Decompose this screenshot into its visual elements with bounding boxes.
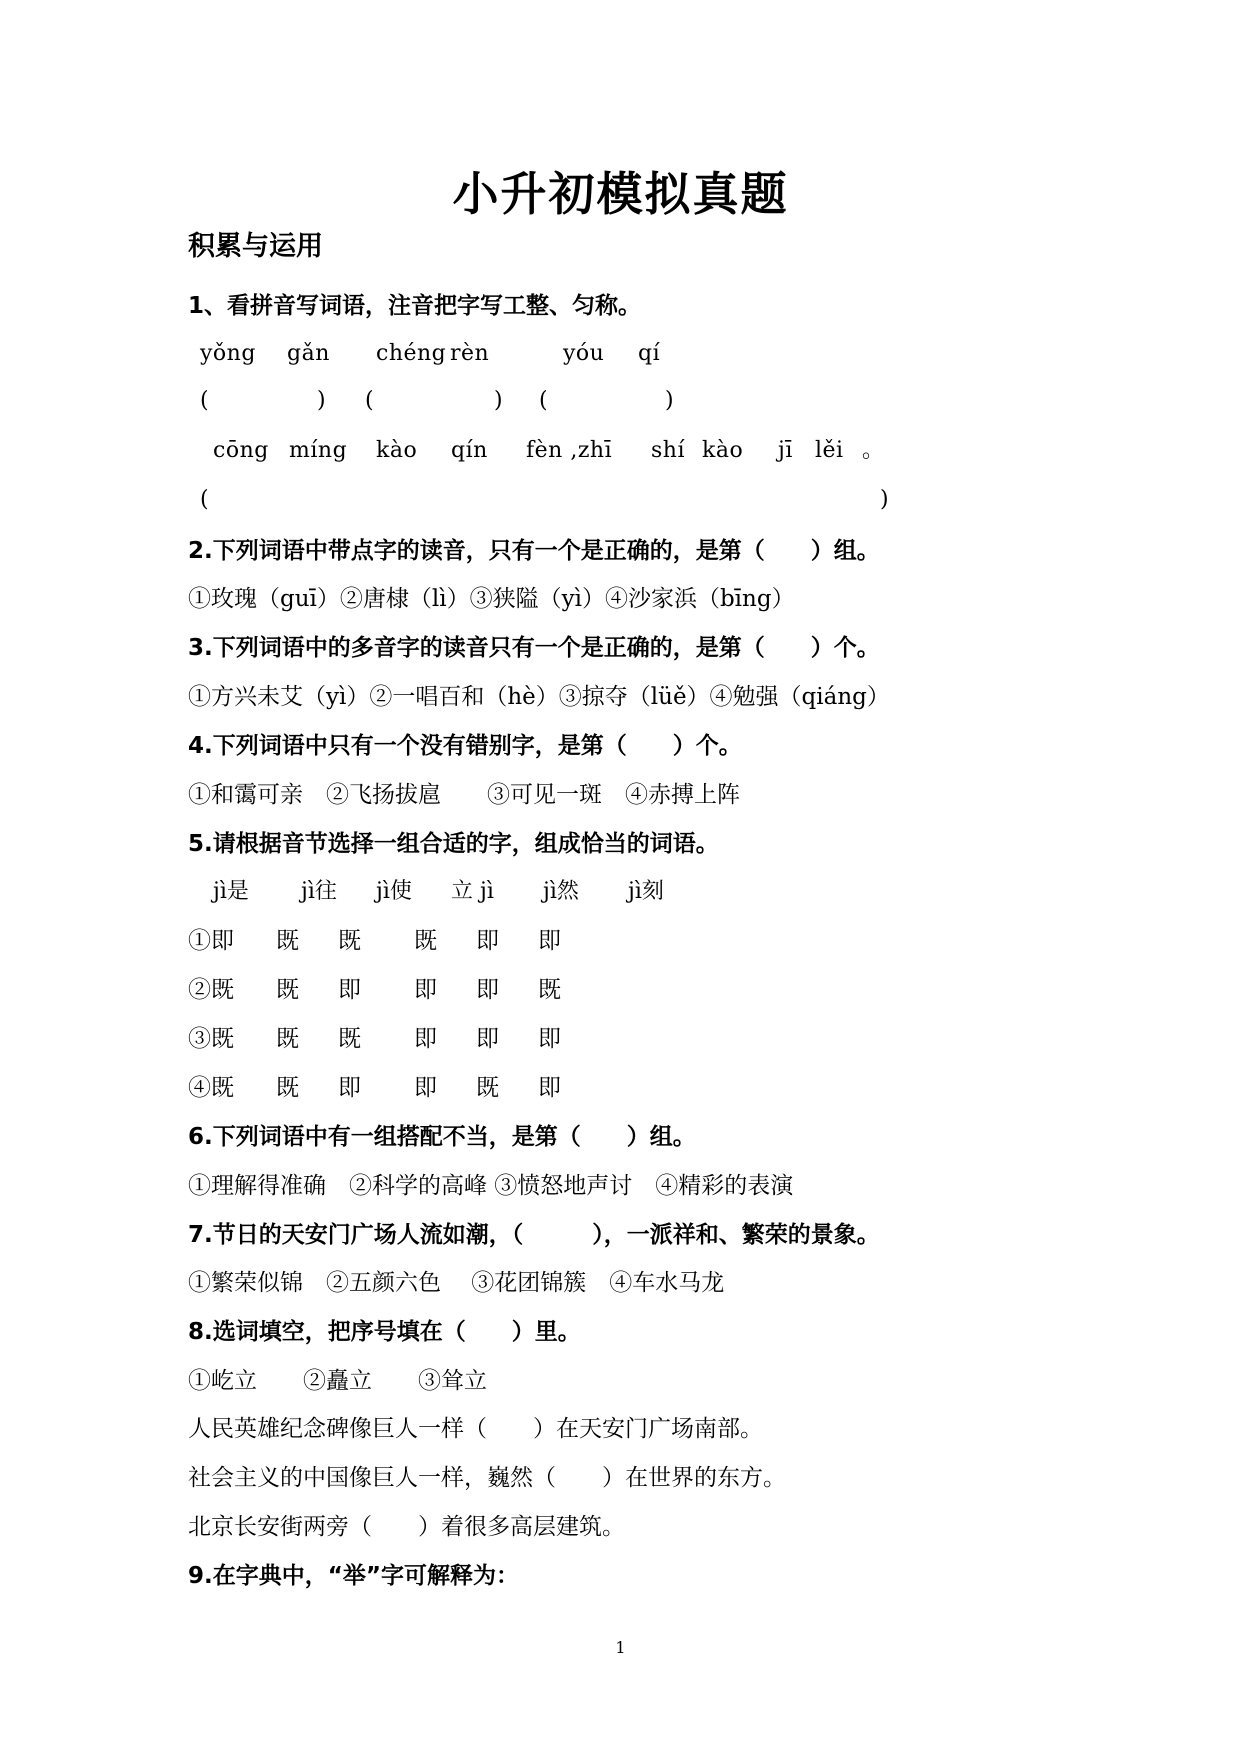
close-paren: ) <box>494 388 503 413</box>
option-cell: 既 <box>414 928 437 954</box>
pinyin-period: 。 <box>862 438 885 463</box>
question-8-sentence-2: 社会主义的中国像巨人一样，巍然（ ）在世界的东方。 <box>188 1465 786 1491</box>
question-7-stem: 7.节日的天安门广场人流如潮，（ ），一派祥和、繁荣的景象。 <box>188 1222 880 1248</box>
open-paren: ( <box>365 388 374 413</box>
question-2-options: ①玫瑰（guī）②唐棣（lì）③狭隘（yì）④沙家浜（bīng） <box>188 586 795 612</box>
open-paren: ( <box>200 487 209 512</box>
option-cell: 即 <box>538 1075 561 1101</box>
option-row <box>188 926 688 956</box>
question-4-stem: 4.下列词语中只有一个没有错别字，是第（ ）个。 <box>188 733 742 759</box>
pinyin-syllable: kào <box>376 438 418 463</box>
pinyin-syllable: qí <box>638 341 661 366</box>
pinyin-syllable: chéng <box>376 341 447 366</box>
question-2-stem: 2.下列词语中带点字的读音，只有一个是正确的，是第（ ）组。 <box>188 538 880 564</box>
option-cell: 即 <box>476 928 499 954</box>
option-cell: ②既 <box>188 977 234 1003</box>
option-row <box>188 975 688 1005</box>
syllable-word: jì往 <box>301 879 337 904</box>
pinyin-syllable: shí <box>651 438 685 463</box>
question-6-stem: 6.下列词语中有一组搭配不当，是第（ ）组。 <box>188 1124 696 1150</box>
close-paren: ) <box>317 388 326 413</box>
option-cell: 即 <box>476 1026 499 1052</box>
question-8-options: ①屹立 ②矗立 ③耸立 <box>188 1368 487 1394</box>
pinyin-syllable: yóu <box>563 341 605 366</box>
pinyin-syllable: qín <box>451 438 488 463</box>
option-cell: 即 <box>414 1075 437 1101</box>
pinyin-syllable: gǎn <box>287 341 330 366</box>
question-8-sentence-3: 北京长安街两旁（ ）着很多高层建筑。 <box>188 1514 625 1540</box>
option-cell: ③既 <box>188 1026 234 1052</box>
syllable-word: jì刻 <box>628 879 664 904</box>
section-heading: 积累与运用 <box>188 231 323 262</box>
option-cell: 既 <box>276 1026 299 1052</box>
option-cell: 既 <box>276 928 299 954</box>
pinyin-syllable: jī <box>778 438 793 463</box>
question-5-stem: 5.请根据音节选择一组合适的字，组成恰当的词语。 <box>188 831 719 857</box>
option-cell: 即 <box>538 928 561 954</box>
question-8-sentence-1: 人民英雄纪念碑像巨人一样（ ）在天安门广场南部。 <box>188 1416 763 1442</box>
syllable-word: jì是 <box>213 879 249 904</box>
syllable-word: 立 jì <box>451 879 494 904</box>
question-9-stem: 9.在字典中，“举”字可解释为： <box>188 1563 519 1589</box>
option-row <box>188 1024 688 1054</box>
pinyin-syllable: rèn <box>450 341 490 366</box>
open-paren: ( <box>200 388 209 413</box>
question-7-options: ①繁荣似锦 ②五颜六色 ③花团锦簇 ④车水马龙 <box>188 1270 725 1296</box>
question-4-options: ①和霭可亲 ②飞扬拔扈 ③可见一斑 ④赤搏上阵 <box>188 782 740 808</box>
page-title: 小升初模拟真题 <box>452 167 789 221</box>
option-cell: 即 <box>414 977 437 1003</box>
option-cell: 既 <box>338 1026 361 1052</box>
option-cell: 即 <box>338 977 361 1003</box>
question-3-options: ①方兴未艾（yì）②一唱百和（hè）③掠夺（lüě）④勉强（qiáng） <box>188 684 890 710</box>
option-cell: 即 <box>414 1026 437 1052</box>
option-cell: ④既 <box>188 1075 234 1101</box>
question-3-stem: 3.下列词语中的多音字的读音只有一个是正确的，是第（ ）个。 <box>188 635 880 661</box>
pinyin-syllable: fèn ,zhī <box>526 438 613 463</box>
syllable-word: jì使 <box>376 879 412 904</box>
pinyin-syllable: cōng <box>213 438 269 463</box>
option-row <box>188 1073 688 1103</box>
option-cell: 既 <box>276 977 299 1003</box>
option-cell: 即 <box>538 1026 561 1052</box>
syllable-word: jì然 <box>543 879 579 904</box>
page-number: 1 <box>615 1638 626 1657</box>
close-paren: ) <box>880 487 889 512</box>
question-8-stem: 8.选词填空，把序号填在（ ）里。 <box>188 1319 581 1345</box>
pinyin-syllable: lěi <box>815 438 844 463</box>
close-paren: ) <box>665 388 674 413</box>
question-6-options: ①理解得准确 ②科学的高峰 ③愤怒地声讨 ④精彩的表演 <box>188 1173 794 1199</box>
option-cell: 即 <box>476 977 499 1003</box>
pinyin-syllable: míng <box>289 438 348 463</box>
option-cell: ①即 <box>188 928 234 954</box>
open-paren: ( <box>539 388 548 413</box>
option-cell: 既 <box>276 1075 299 1101</box>
pinyin-syllable: kào <box>702 438 744 463</box>
option-cell: 既 <box>476 1075 499 1101</box>
pinyin-syllable: yǒng <box>200 341 256 366</box>
option-cell: 即 <box>338 1075 361 1101</box>
option-cell: 既 <box>338 928 361 954</box>
option-cell: 既 <box>538 977 561 1003</box>
question-1-stem: 1、看拼音写词语，注音把字写工整、匀称。 <box>188 293 642 319</box>
